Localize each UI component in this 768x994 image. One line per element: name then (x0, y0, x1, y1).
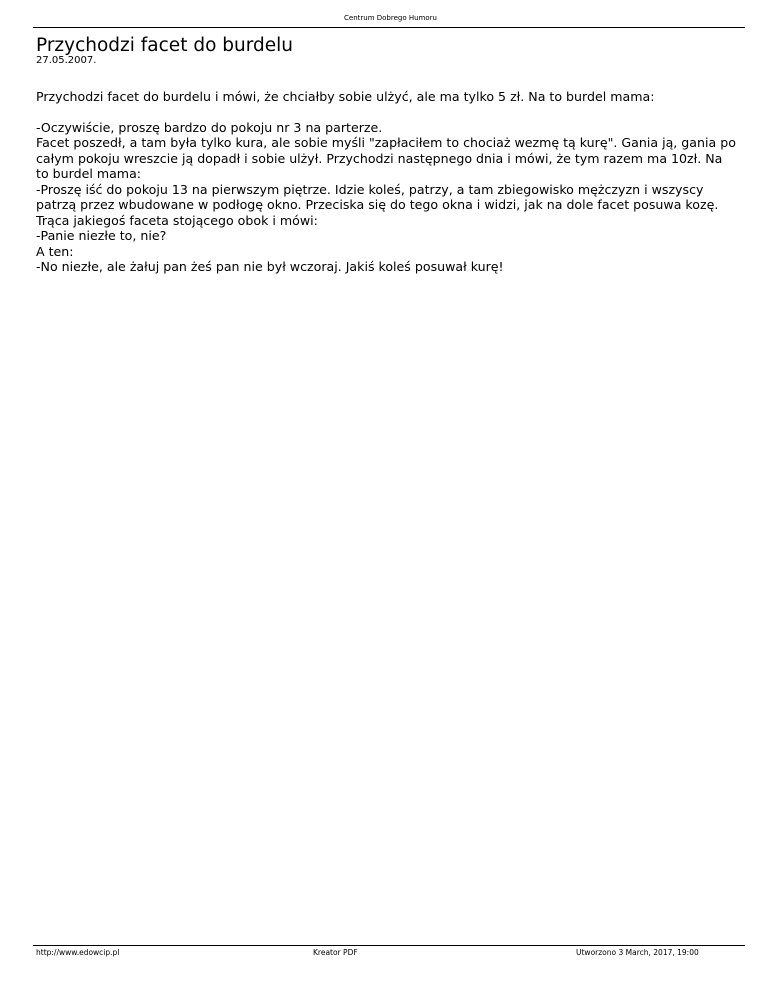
article-paragraph: Przychodzi facet do burdelu i mówi, że chciałby sobie ulżyć, ale ma tylko 5 zł. Na to burdel mama: (36, 89, 655, 104)
footer-generator: Kreator PDF (313, 948, 358, 957)
article-date: 27.05.2007. (36, 55, 97, 66)
footer-created-date: Utworzono 3 March, 2017, 19:00 (576, 948, 699, 957)
header-divider (33, 27, 745, 28)
article-title: Przychodzi facet do burdelu (36, 35, 294, 56)
footer-url: http://www.edowcip.pl (36, 948, 120, 957)
article-paragraph: -Oczywiście, proszę bardzo do pokoju nr 3 na parterze. Facet poszedł, a tam była tylko kura, ale sobie myśli "zapłaciłem to chociaż wezmę tą kurę". Gania ją, gania po całym pokoju wreszcie ją dopadł i sobie ulżył. Przychodzi następnego dnia i mówi, że tym razem ma 10zł. Na to burdel mama: -Proszę iść do pokoju 13 na pierwszym piętrze. Idzie koleś, patrzy, a tam zbiegowisko mężczyzn i wszyscy patrzą przez wbudowane w podłogę okno. Przeciska się do tego okna i widzi, jak na dole facet posuwa kozę. Trąca jakiegoś faceta stojącego obok i mówi: -Panie niezłe to, nie? A ten: -No niezłe, ale żałuj pan żeś pan nie był wczoraj. Jakiś koleś posuwał kurę! (36, 119, 736, 274)
article-body (36, 89, 736, 275)
footer-divider (33, 945, 745, 946)
site-header: Centrum Dobrego Humoru (344, 14, 437, 22)
